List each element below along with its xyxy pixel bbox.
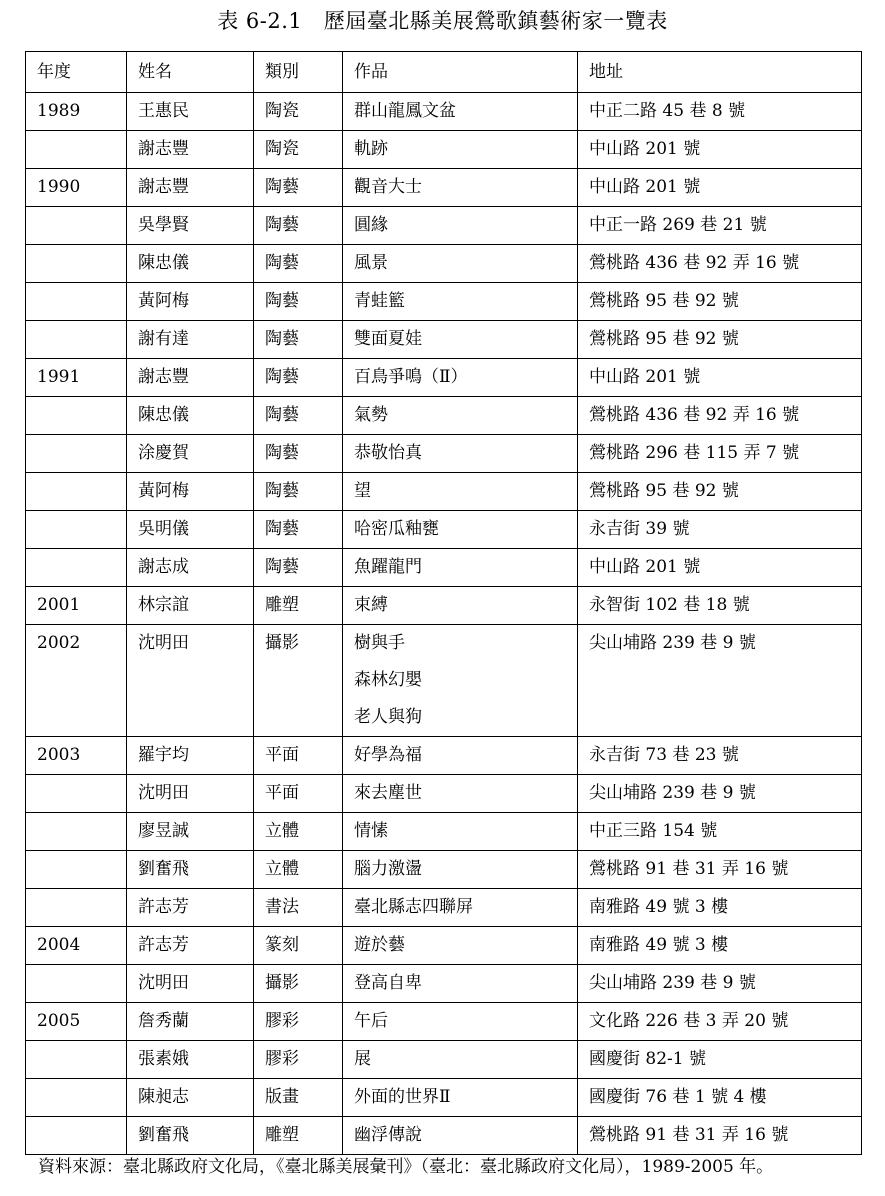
cell-year — [26, 131, 127, 169]
cell-year — [26, 1079, 127, 1117]
table-row — [26, 511, 862, 549]
cell-year: 2005 — [26, 1003, 127, 1041]
cell-category: 陶藝 — [254, 169, 343, 207]
cell-address: 中山路 201 號 — [578, 131, 862, 169]
table-row — [26, 169, 862, 207]
table-row — [26, 889, 862, 927]
cell-year — [26, 549, 127, 587]
cell-works — [343, 549, 578, 587]
work-title: 臺北縣志四聯屏 — [354, 897, 473, 917]
work-title: 外面的世界Ⅱ — [354, 1087, 451, 1107]
cell-address: 鶯桃路 91 巷 31 弄 16 號 — [578, 851, 862, 889]
cell-name: 王惠民 — [127, 93, 254, 131]
table-header-row — [26, 52, 862, 93]
cell-works — [343, 587, 578, 625]
cell-address: 中正一路 269 巷 21 號 — [578, 207, 862, 245]
work-title: 哈密瓜釉甕 — [354, 519, 439, 539]
cell-works — [343, 283, 578, 321]
table-row — [26, 207, 862, 245]
table-row — [26, 1003, 862, 1041]
cell-category: 平面 — [254, 775, 343, 813]
work-title: 恭敬怡真 — [354, 443, 422, 463]
cell-year: 1989 — [26, 93, 127, 131]
cell-category: 陶瓷 — [254, 131, 343, 169]
cell-works — [343, 245, 578, 283]
work-title: 雙面夏娃 — [354, 329, 422, 349]
cell-category: 版畫 — [254, 1079, 343, 1117]
cell-category: 陶藝 — [254, 283, 343, 321]
work-title: 百鳥爭鳴（Ⅱ） — [354, 367, 468, 387]
cell-year: 1990 — [26, 169, 127, 207]
cell-address: 鶯桃路 95 巷 92 號 — [578, 321, 862, 359]
cell-year — [26, 775, 127, 813]
table-row — [26, 131, 862, 169]
cell-works — [343, 1117, 578, 1155]
table-row — [26, 587, 862, 625]
table-row — [26, 851, 862, 889]
cell-name: 劉奮飛 — [127, 851, 254, 889]
work-title: 展 — [354, 1049, 371, 1069]
cell-name: 劉奮飛 — [127, 1117, 254, 1155]
cell-address: 鶯桃路 436 巷 92 弄 16 號 — [578, 397, 862, 435]
work-title: 圓緣 — [354, 215, 388, 235]
cell-category: 攝影 — [254, 965, 343, 1003]
cell-year: 2003 — [26, 737, 127, 775]
work-title: 青蛙籃 — [354, 291, 405, 311]
cell-category: 陶藝 — [254, 207, 343, 245]
cell-category: 立體 — [254, 813, 343, 851]
work-title: 束縛 — [354, 595, 388, 615]
cell-year — [26, 813, 127, 851]
cell-works — [343, 359, 578, 397]
table-row — [26, 1117, 862, 1155]
cell-works — [343, 851, 578, 889]
table-row — [26, 775, 862, 813]
cell-works — [343, 207, 578, 245]
cell-name: 沈明田 — [127, 625, 254, 737]
cell-name: 謝有達 — [127, 321, 254, 359]
source-note: 資料來源：臺北縣政府文化局，《臺北縣美展彙刊》（臺北：臺北縣政府文化局），1989-2005 年。 — [38, 1157, 774, 1177]
cell-category: 膠彩 — [254, 1003, 343, 1041]
cell-address: 南雅路 49 號 3 樓 — [578, 927, 862, 965]
cell-works — [343, 927, 578, 965]
table-row — [26, 813, 862, 851]
cell-name: 許志芳 — [127, 889, 254, 927]
cell-name: 黃阿梅 — [127, 283, 254, 321]
table-body — [26, 93, 862, 1155]
work-title: 軌跡 — [354, 139, 388, 159]
cell-address: 鶯桃路 95 巷 92 號 — [578, 473, 862, 511]
table-row — [26, 473, 862, 511]
table-row — [26, 359, 862, 397]
cell-year: 2001 — [26, 587, 127, 625]
header-category: 類別 — [254, 52, 343, 93]
cell-category: 陶藝 — [254, 549, 343, 587]
cell-name: 謝志豐 — [127, 131, 254, 169]
cell-category: 立體 — [254, 851, 343, 889]
cell-address: 南雅路 49 號 3 樓 — [578, 889, 862, 927]
work-title: 氣勢 — [354, 405, 388, 425]
cell-address: 中山路 201 號 — [578, 549, 862, 587]
table-row — [26, 283, 862, 321]
cell-year — [26, 851, 127, 889]
table-row — [26, 245, 862, 283]
cell-address: 鶯桃路 95 巷 92 號 — [578, 283, 862, 321]
cell-name: 謝志豐 — [127, 359, 254, 397]
work-title: 樹與手 — [354, 633, 405, 653]
cell-year — [26, 207, 127, 245]
header-works: 作品 — [343, 52, 578, 93]
cell-name: 張素娥 — [127, 1041, 254, 1079]
cell-name: 沈明田 — [127, 965, 254, 1003]
table-title: 表 6-2.1 歷屆臺北縣美展鶯歌鎮藝術家一覽表 — [217, 9, 668, 33]
work-title: 群山龍鳳文盆 — [354, 101, 456, 121]
work-title: 幽浮傳說 — [354, 1125, 422, 1145]
cell-works — [343, 435, 578, 473]
cell-address: 文化路 226 巷 3 弄 20 號 — [578, 1003, 862, 1041]
cell-name: 謝志豐 — [127, 169, 254, 207]
cell-category: 膠彩 — [254, 1041, 343, 1079]
cell-name: 黃阿梅 — [127, 473, 254, 511]
table-row — [26, 435, 862, 473]
cell-address: 永智街 102 巷 18 號 — [578, 587, 862, 625]
cell-address: 尖山埔路 239 巷 9 號 — [578, 965, 862, 1003]
cell-address: 中正三路 154 號 — [578, 813, 862, 851]
table-row — [26, 927, 862, 965]
cell-year — [26, 965, 127, 1003]
work-title: 風景 — [354, 253, 388, 273]
cell-category: 雕塑 — [254, 1117, 343, 1155]
table-row — [26, 321, 862, 359]
cell-address: 鶯桃路 91 巷 31 弄 16 號 — [578, 1117, 862, 1155]
cell-works — [343, 1003, 578, 1041]
cell-category: 雕塑 — [254, 587, 343, 625]
cell-works — [343, 965, 578, 1003]
cell-works — [343, 813, 578, 851]
header-year: 年度 — [26, 52, 127, 93]
cell-works — [343, 131, 578, 169]
work-title: 情愫 — [354, 821, 388, 841]
cell-year — [26, 1117, 127, 1155]
table-row — [26, 737, 862, 775]
cell-works — [343, 1041, 578, 1079]
cell-works — [343, 889, 578, 927]
table-row — [26, 625, 862, 737]
cell-year — [26, 1041, 127, 1079]
cell-address: 中山路 201 號 — [578, 169, 862, 207]
cell-name: 陳忠儀 — [127, 245, 254, 283]
table-row — [26, 549, 862, 587]
work-title: 好學為福 — [354, 745, 422, 765]
cell-works — [343, 625, 578, 737]
cell-category: 陶藝 — [254, 321, 343, 359]
table-row — [26, 397, 862, 435]
cell-name: 陳昶志 — [127, 1079, 254, 1117]
cell-year — [26, 245, 127, 283]
cell-year — [26, 473, 127, 511]
cell-works — [343, 775, 578, 813]
cell-address: 中山路 201 號 — [578, 359, 862, 397]
cell-works — [343, 397, 578, 435]
work-title: 森林幻嬰 — [354, 670, 422, 690]
cell-works — [343, 93, 578, 131]
cell-category: 陶藝 — [254, 473, 343, 511]
cell-address: 尖山埔路 239 巷 9 號 — [578, 625, 862, 737]
header-name: 姓名 — [127, 52, 254, 93]
cell-year: 1991 — [26, 359, 127, 397]
cell-address: 尖山埔路 239 巷 9 號 — [578, 775, 862, 813]
cell-category: 陶藝 — [254, 397, 343, 435]
cell-category: 平面 — [254, 737, 343, 775]
work-title: 登高自卑 — [354, 973, 422, 993]
cell-name: 涂慶賀 — [127, 435, 254, 473]
table-row — [26, 965, 862, 1003]
cell-name: 廖昱誠 — [127, 813, 254, 851]
cell-address: 鶯桃路 436 巷 92 弄 16 號 — [578, 245, 862, 283]
cell-name: 謝志成 — [127, 549, 254, 587]
cell-name: 詹秀蘭 — [127, 1003, 254, 1041]
cell-name: 許志芳 — [127, 927, 254, 965]
cell-year: 2004 — [26, 927, 127, 965]
cell-year — [26, 321, 127, 359]
work-title: 魚躍龍門 — [354, 557, 422, 577]
table-row — [26, 1041, 862, 1079]
cell-works — [343, 169, 578, 207]
cell-year: 2002 — [26, 625, 127, 737]
table-row — [26, 93, 862, 131]
header-address: 地址 — [578, 52, 862, 93]
cell-address: 國慶街 82-1 號 — [578, 1041, 862, 1079]
cell-category: 陶藝 — [254, 435, 343, 473]
cell-works — [343, 1079, 578, 1117]
cell-works — [343, 473, 578, 511]
work-title: 腦力激盪 — [354, 859, 422, 879]
work-title: 觀音大士 — [354, 177, 422, 197]
cell-address: 永吉街 73 巷 23 號 — [578, 737, 862, 775]
cell-works — [343, 511, 578, 549]
cell-name: 沈明田 — [127, 775, 254, 813]
cell-category: 陶藝 — [254, 245, 343, 283]
cell-address: 鶯桃路 296 巷 115 弄 7 號 — [578, 435, 862, 473]
cell-address: 中正二路 45 巷 8 號 — [578, 93, 862, 131]
cell-works — [343, 737, 578, 775]
table-row — [26, 1079, 862, 1117]
cell-name: 林宗誼 — [127, 587, 254, 625]
cell-year — [26, 283, 127, 321]
cell-year — [26, 397, 127, 435]
work-title: 望 — [354, 481, 371, 501]
cell-address: 國慶街 76 巷 1 號 4 樓 — [578, 1079, 862, 1117]
work-title: 遊於藝 — [354, 935, 405, 955]
work-title: 老人與狗 — [354, 707, 422, 727]
cell-works — [343, 321, 578, 359]
cell-category: 陶藝 — [254, 359, 343, 397]
cell-name: 吳學賢 — [127, 207, 254, 245]
work-title: 來去塵世 — [354, 783, 422, 803]
cell-name: 陳忠儀 — [127, 397, 254, 435]
cell-category: 陶瓷 — [254, 93, 343, 131]
work-title: 午后 — [354, 1011, 388, 1031]
cell-category: 書法 — [254, 889, 343, 927]
cell-category: 攝影 — [254, 625, 343, 737]
cell-name: 吳明儀 — [127, 511, 254, 549]
cell-year — [26, 889, 127, 927]
cell-year — [26, 511, 127, 549]
cell-name: 羅宇均 — [127, 737, 254, 775]
cell-category: 篆刻 — [254, 927, 343, 965]
artists-table — [25, 51, 862, 1155]
cell-address: 永吉街 39 號 — [578, 511, 862, 549]
cell-category: 陶藝 — [254, 511, 343, 549]
cell-year — [26, 435, 127, 473]
